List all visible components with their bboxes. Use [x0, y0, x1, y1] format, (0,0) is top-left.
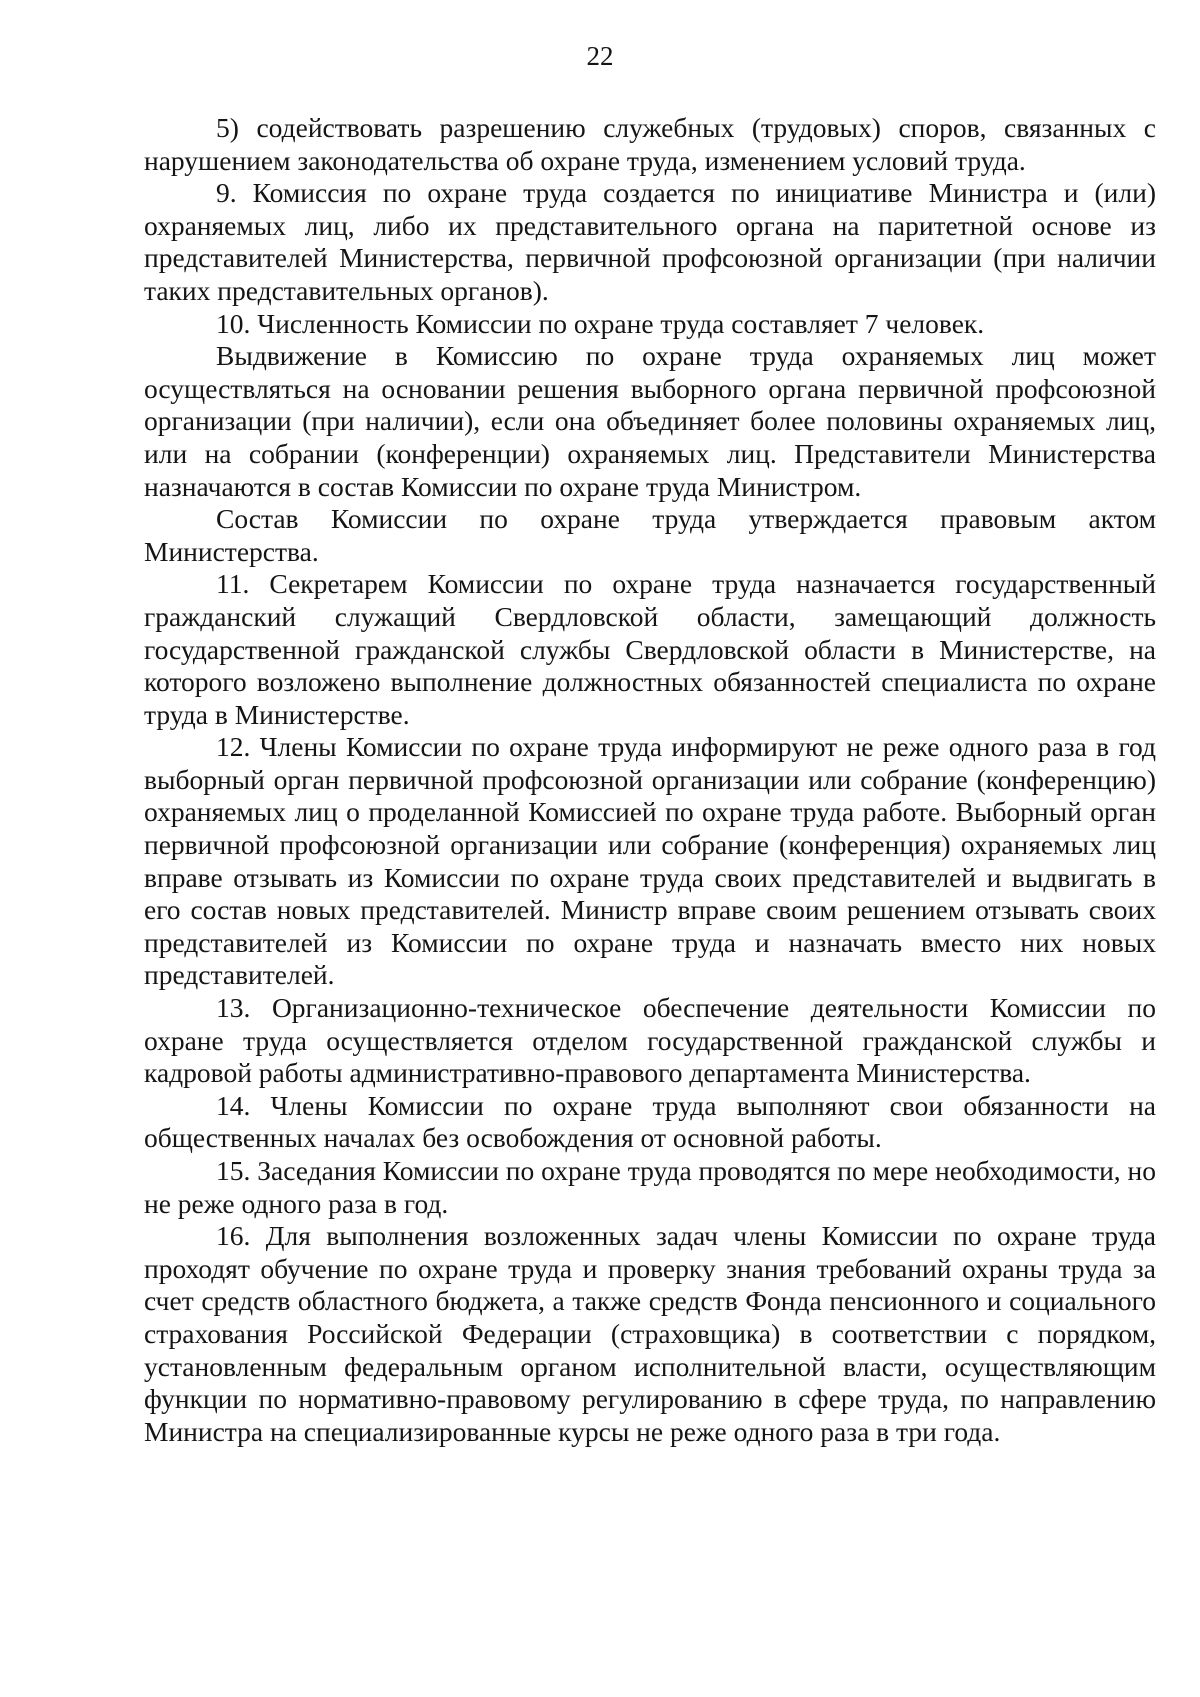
paragraph-item-5: 5) содействовать разрешению служебных (трудовых) споров, связанных с нарушением законодательства об охране труда, изменением условий труда. — [144, 112, 1156, 176]
document-body — [144, 112, 1156, 1448]
paragraph-clause-9: 9. Комиссия по охране труда создается по инициативе Министра и (или) охраняемых лиц, либо их представительного органа на паритетной основе из представителей Министерства, первичной профсоюзной организации (при наличии таких представительных органов). — [144, 177, 1156, 306]
paragraph-clause-13: 13. Организационно-техническое обеспечение деятельности Комиссии по охране труда осуществляется отделом государственной гражданской службы и кадровой работы административно-правового департамента Министерства. — [144, 992, 1156, 1089]
page-number: 22 — [586, 41, 614, 71]
paragraph-clause-14: 14. Члены Комиссии по охране труда выполняют свои обязанности на общественных началах без освобождения от основной работы. — [144, 1089, 1156, 1154]
paragraph-clause-15: 15. Заседания Комиссии по охране труда проводятся по мере необходимости, но не реже одного раза в год. — [144, 1155, 1157, 1219]
paragraph-nomination: Выдвижение в Комиссию по охране труда охраняемых лиц может осуществляться на основании решения выборного органа первичной профсоюзной организации (при наличии), если она объединяет более половины охраняемых лиц, или на собрании (конференции) охраняемых лиц. Представители Министерства назначаются в состав Комиссии по охране труда Министром. — [144, 340, 1156, 502]
paragraph-composition: Состав Комиссии по охране труда утверждается правовым актом Министерства. — [144, 503, 1156, 567]
paragraph-clause-10: 10. Численность Комиссии по охране труда составляет 7 человек. — [216, 307, 985, 339]
paragraph-clause-16: 16. Для выполнения возложенных задач члены Комиссии по охране труда проходят обучение по охране труда и проверку знания требований охраны труда за счет средств областного бюджета, а также средств Фонда пенсионного и социального страхования Российской Федерации (страховщика) в соответствии с порядком, установленным федеральным органом исполнительной власти, осуществляющим функции по нормативно-правовому регулированию в сфере труда, по направлению Министра на специализированные курсы не реже одного раза в три года. — [144, 1220, 1156, 1447]
paragraph-clause-12: 12. Члены Комиссии по охране труда информируют не реже одного раза в год выборный орган первичной профсоюзной организации или собрание (конференцию) охраняемых лиц о проделанной Комиссией по охране труда работе. Выборный орган первичной профсоюзной организации или собрание (конференция) охраняемых лиц вправе отзывать из Комиссии по охране труда своих представителей и выдвигать в его состав новых представителей. Министр вправе своим решением отзывать своих представителей из Комиссии по охране труда и назначать вместо них новых представителей. — [144, 731, 1156, 991]
paragraph-clause-11: 11. Секретарем Комиссии по охране труда назначается государственный гражданский служащий Свердловской области, замещающий должность государственной гражданской службы Свердловской области в Министерстве, на которого возложено выполнение должностных обязанностей специалиста по охране труда в Министерстве. — [144, 568, 1156, 730]
